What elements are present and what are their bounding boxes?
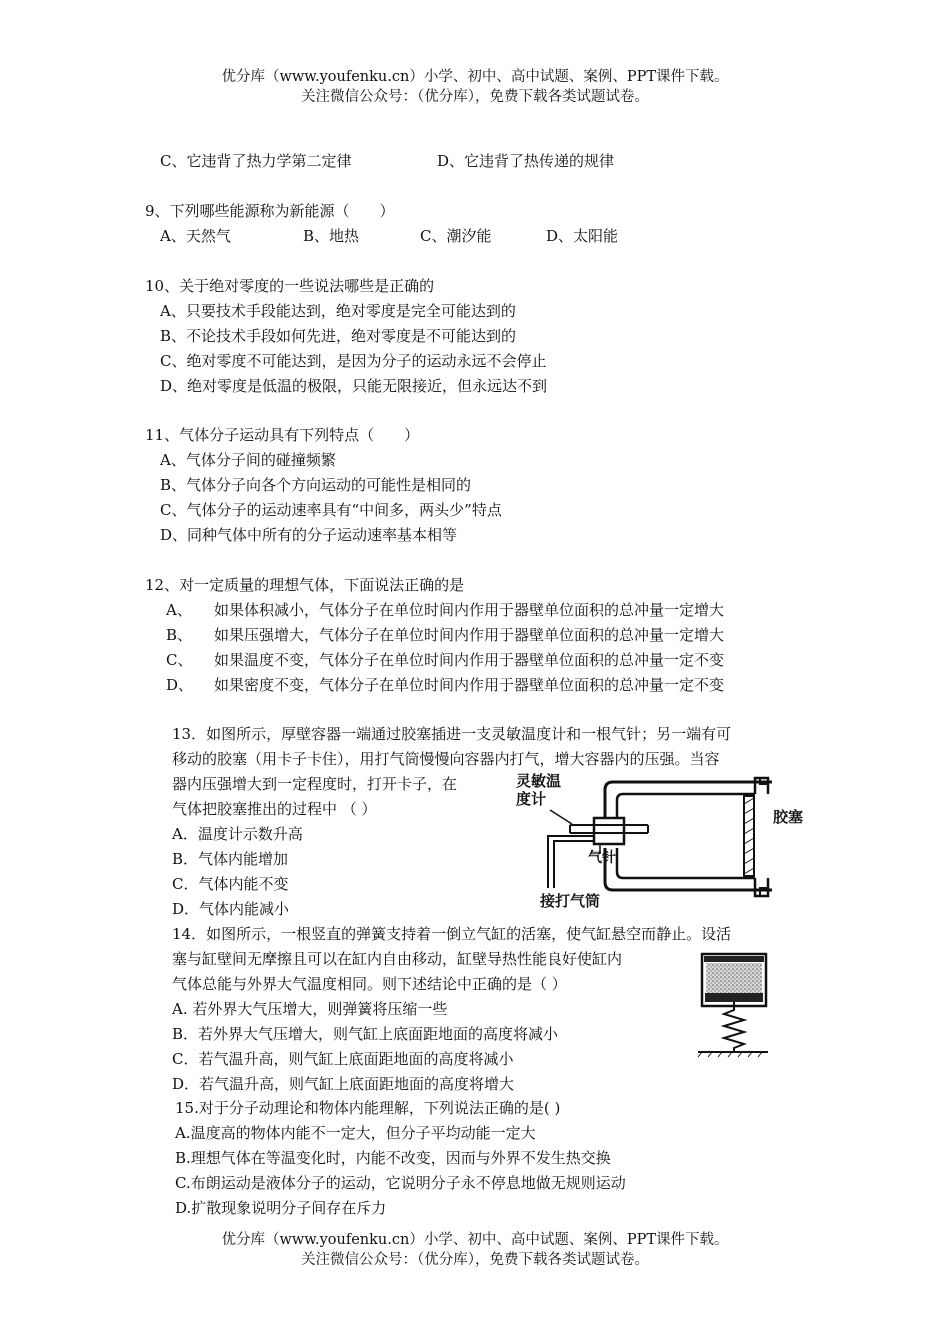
q13-fig-thermometer-label-2: 度计 xyxy=(516,790,547,808)
q9-option-b: B、地热 xyxy=(303,227,360,245)
q11-option-b: B、气体分子向各个方向运动的可能性是相同的 xyxy=(160,476,472,494)
q9-stem: 9、下列哪些能源称为新能源（ ） xyxy=(145,202,395,220)
q9-option-c: C、潮汐能 xyxy=(420,227,492,245)
q12-option-a xyxy=(166,599,724,621)
q11-option-d: D、同种气体中所有的分子运动速率基本相等 xyxy=(160,526,458,544)
q13-option-b: B．气体内能增加 xyxy=(172,850,289,868)
q14-option-c: C．若气温升高，则气缸上底面距地面的高度将减小 xyxy=(172,1050,514,1068)
q12-option-c-label: C、 xyxy=(166,651,193,669)
q15-stem: 15.对于分子动理论和物体内能理解，下列说法正确的是( ) xyxy=(175,1099,561,1117)
q13-stem-line-1: 13．如图所示，厚壁容器一端通过胶塞插进一支灵敏温度计和一根气针；另一端有可 xyxy=(172,725,732,743)
q12-option-a-text: 如果体积减小，气体分子在单位时间内作用于器壁单位面积的总冲量一定增大 xyxy=(214,601,725,619)
q14-option-a: A. 若外界大气压增大，则弹簧将压缩一些 xyxy=(172,1000,448,1018)
q12-option-d xyxy=(166,674,724,696)
q15-option-d: D.扩散现象说明分子间存在斥力 xyxy=(175,1199,387,1217)
q14-cylinder-figure xyxy=(692,948,772,1058)
page-header-line-2: 关注微信公众号：（优分库），免费下载各类试题试卷。 xyxy=(301,89,649,105)
q13-fig-needle-label: 气针 xyxy=(588,850,616,866)
q10-option-b: B、不论技术手段如何先进，绝对零度是不可能达到的 xyxy=(160,327,517,345)
q13-stem-line-4: 气体把胶塞推出的过程中 （ ） xyxy=(172,800,377,818)
q12-option-b-label: B、 xyxy=(166,626,193,644)
q13-option-d: D．气体内能减小 xyxy=(172,900,290,918)
q14-stem-line-2: 塞与缸壁间无摩擦且可以在缸内自由移动，缸壁导热性能良好使缸内 xyxy=(172,950,623,968)
q15-option-a: A.温度高的物体内能不一定大，但分子平均动能一定大 xyxy=(175,1124,536,1142)
q8-option-d: D、它违背了热传递的规律 xyxy=(437,152,615,170)
q12-option-d-text: 如果密度不变，气体分子在单位时间内作用于器壁单位面积的总冲量一定不变 xyxy=(214,676,725,694)
q12-option-d-label: D、 xyxy=(166,676,194,694)
q14-stem-line-1: 14．如图所示，一根竖直的弹簧支持着一倒立气缸的活塞，使气缸悬空而静止。设活 xyxy=(172,925,732,943)
q12-option-c xyxy=(166,649,724,671)
q14-option-b: B．若外界大气压增大，则气缸上底面距地面的高度将减小 xyxy=(172,1025,559,1043)
q10-option-d: D、绝对零度是低温的极限，只能无限接近，但永远达不到 xyxy=(160,377,548,395)
q12-option-b xyxy=(166,624,724,646)
q9-option-a: A、天然气 xyxy=(160,227,231,245)
q15-option-c: C.布朗运动是液体分子的运动，它说明分子永不停息地做无规则运动 xyxy=(175,1174,626,1192)
page-footer-line-2: 关注微信公众号：（优分库），免费下载各类试题试卷。 xyxy=(301,1252,649,1268)
q11-option-c: C、气体分子的运动速率具有“中间多，两头少”特点 xyxy=(160,501,502,519)
q9-option-d: D、太阳能 xyxy=(546,227,619,245)
q11-stem: 11、气体分子运动具有下列特点（ ） xyxy=(145,426,420,444)
q13-fig-plug-label: 胶塞 xyxy=(773,808,804,826)
q13-option-a: A．温度计示数升高 xyxy=(172,825,303,843)
q13-fig-pump-label: 接打气筒 xyxy=(540,892,601,910)
q12-option-a-label: A、 xyxy=(166,601,192,619)
q12-option-b-text: 如果压强增大，气体分子在单位时间内作用于器壁单位面积的总冲量一定增大 xyxy=(214,626,725,644)
q14-stem-line-3: 气体总能与外界大气温度相同。则下述结论中正确的是（ ） xyxy=(172,975,567,993)
q13-fig-thermometer-label-1: 灵敏温 xyxy=(516,772,562,790)
q10-option-a: A、只要技术手段能达到，绝对零度是完全可能达到的 xyxy=(160,302,516,320)
q15-option-b: B.理想气体在等温变化时，内能不改变，因而与外界不发生热交换 xyxy=(175,1149,611,1167)
q10-stem: 10、关于绝对零度的一些说法哪些是正确的 xyxy=(145,277,435,295)
q11-option-a: A、气体分子间的碰撞频繁 xyxy=(160,451,336,469)
q8-option-c: C、它违背了热力学第二定律 xyxy=(160,152,352,170)
q13-option-c: C．气体内能不变 xyxy=(172,875,289,893)
q13-stem-line-2: 移动的胶塞（用卡子卡住），用打气筒慢慢向容器内打气，增大容器内的压强。当容 xyxy=(172,750,720,768)
q12-stem: 12、对一定质量的理想气体，下面说法正确的是 xyxy=(145,576,465,594)
q10-option-c: C、绝对零度不可能达到，是因为分子的运动永远不会停止 xyxy=(160,352,547,370)
q13-container-figure xyxy=(510,770,820,910)
q13-stem-line-3: 器内压强增大到一定程度时，打开卡子，在 xyxy=(172,775,458,793)
page-footer-line-1: 优分库（www.youfenku.cn）小学、初中、高中试题、案例、PPT课件下载。 xyxy=(221,1232,729,1248)
page-header-line-1: 优分库（www.youfenku.cn）小学、初中、高中试题、案例、PPT课件下载。 xyxy=(221,69,729,85)
q14-option-d: D．若气温升高，则气缸上底面距地面的高度将增大 xyxy=(172,1075,515,1093)
q12-option-c-text: 如果温度不变，气体分子在单位时间内作用于器壁单位面积的总冲量一定不变 xyxy=(214,651,725,669)
